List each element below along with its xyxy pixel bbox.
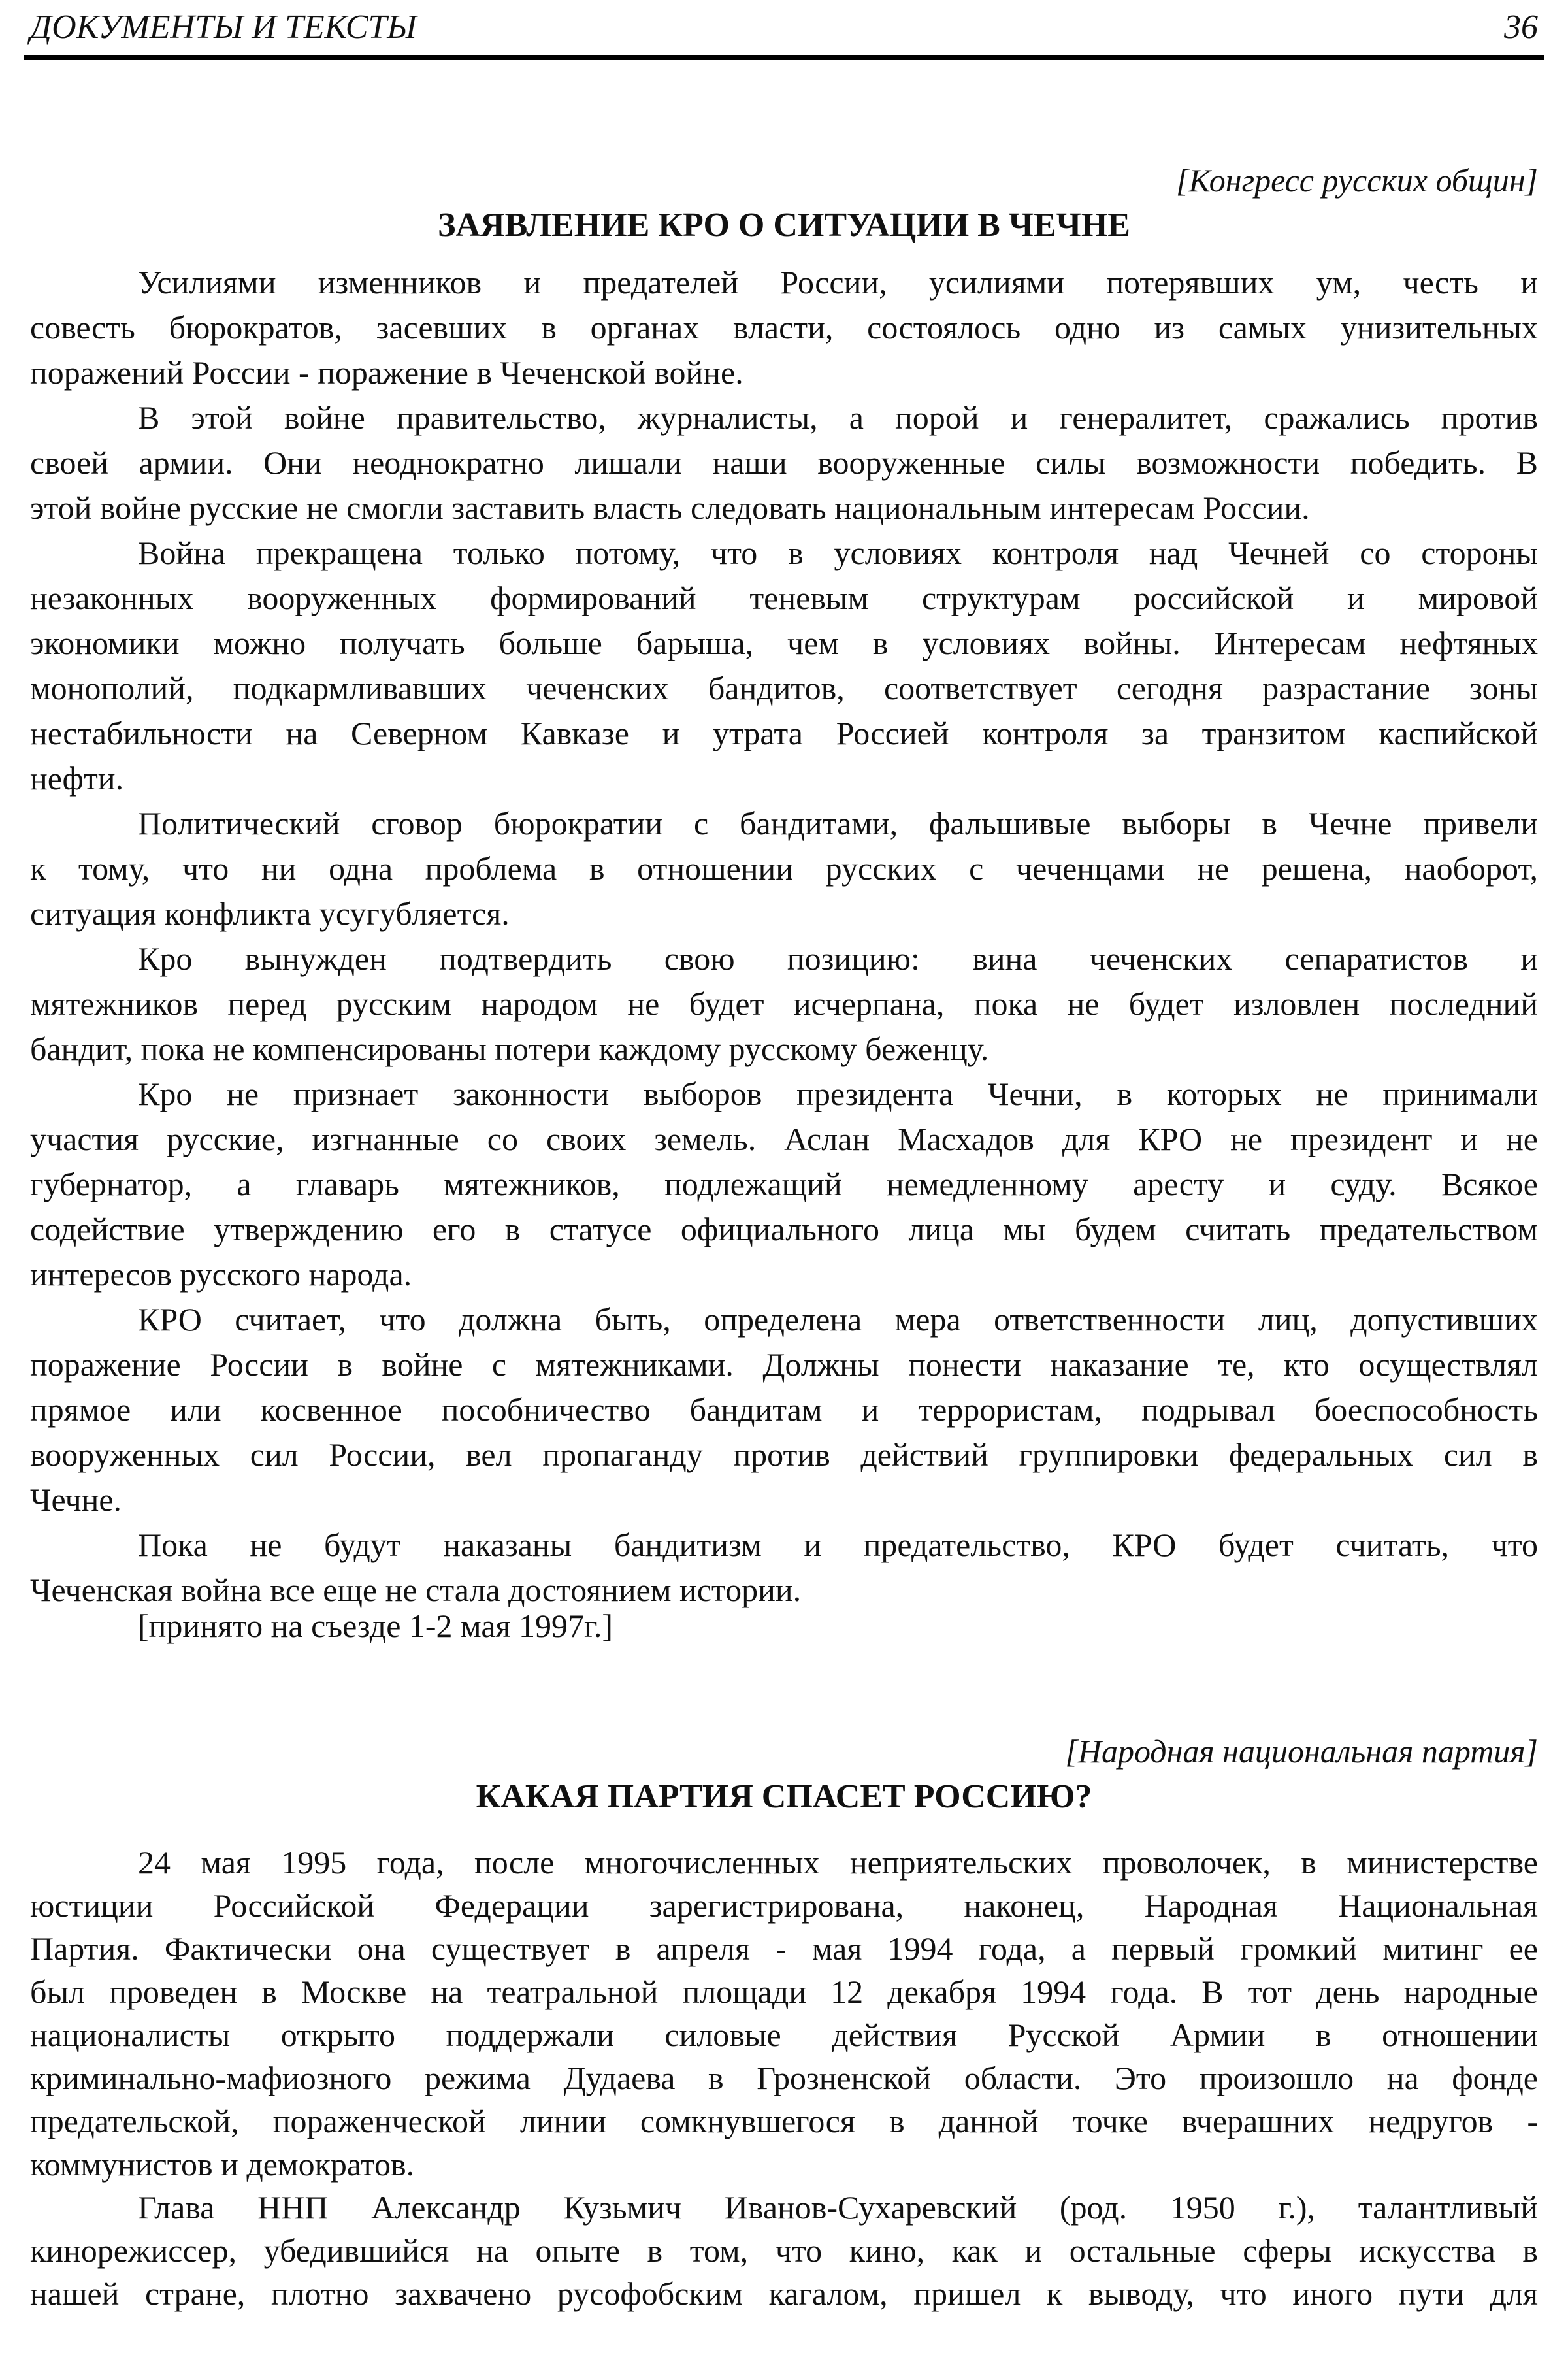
- paragraph: [30, 1072, 1538, 1297]
- document-title: ЗАЯВЛЕНИЕ КРО О СИТУАЦИИ В ЧЕЧНЕ: [438, 206, 1130, 244]
- text-line: поражение России в войне с мятежниками. Должны понести наказание те, кто осуществлял: [30, 1346, 1538, 1383]
- adoption-note: [принято на съезде 1-2 мая 1997г.]: [138, 1607, 613, 1644]
- text-line: Война прекращена только потому, что в условиях контроля над Чечней со стороны: [138, 535, 1538, 571]
- text-line: незаконных вооруженных формирований теневым структурам российской и мировой: [30, 580, 1538, 616]
- text-line: к тому, что ни одна проблема в отношении русских с чеченцами не решена, наоборот,: [30, 850, 1538, 887]
- paragraph: [30, 1523, 1538, 1613]
- paragraph: [30, 531, 1538, 801]
- text-line: своей армии. Они неоднократно лишали наши вооруженные силы возможности победить. В: [30, 444, 1538, 481]
- text-line: этой войне русские не смогли заставить власть следовать национальным интересам России.: [30, 489, 1310, 526]
- paragraph: [30, 2186, 1538, 2315]
- text-line: экономики можно получать больше барыша, чем в условиях войны. Интересам нефтяных: [30, 625, 1538, 661]
- text-line: Кро не признает законности выборов президента Чечни, в которых не принимали: [138, 1076, 1538, 1112]
- text-line: нефти.: [30, 760, 124, 797]
- text-line: Пока не будут наказаны бандитизм и предательство, КРО будет считать, что: [138, 1526, 1538, 1563]
- text-line: нестабильности на Северном Кавказе и утрата Россией контроля за транзитом каспийской: [30, 715, 1538, 751]
- document-body: [30, 260, 1538, 1613]
- text-line: Кро вынужден подтвердить свою позицию: вина чеченских сепаратистов и: [138, 940, 1538, 977]
- text-line: совесть бюрократов, засевших в органах власти, состоялось одно из самых унизительных: [30, 309, 1538, 346]
- document-attribution: [Конгресс русских общин]: [1176, 162, 1538, 199]
- text-line: юстиции Российской Федерации зарегистрирована, наконец, Народная Национальная: [30, 1887, 1538, 1924]
- text-line: Чечне.: [30, 1481, 122, 1518]
- text-line: коммунистов и демократов.: [30, 2146, 415, 2183]
- paragraph: [30, 260, 1538, 395]
- text-line: поражений России - поражение в Чеченской войне.: [30, 354, 743, 391]
- paragraph: [30, 395, 1538, 531]
- text-line: националисты открыто поддержали силовые действия Русской Армии в отношении: [30, 2017, 1538, 2053]
- text-line: криминально-мафиозного режима Дудаева в Грозненской области. Это произошло на фонде: [30, 2060, 1538, 2096]
- paragraph: [30, 801, 1538, 936]
- text-line: 24 мая 1995 года, после многочисленных неприятельских проволочек, в министерстве: [138, 1844, 1538, 1881]
- header-rule: [24, 55, 1544, 60]
- text-line: Чеченская война все еще не стала достоянием истории.: [30, 1572, 802, 1608]
- text-line: нашей стране, плотно захвачено русофобским кагалом, пришел к выводу, что иного пути для: [30, 2275, 1538, 2312]
- text-line: содействие утверждению его в статусе официального лица мы будем считать предательством: [30, 1211, 1538, 1247]
- running-header-title: ДОКУМЕНТЫ И ТЕКСТЫ: [30, 8, 417, 46]
- document-body: [30, 1841, 1538, 2315]
- text-line: губернатор, а главарь мятежников, подлежащий немедленному аресту и суду. Всякое: [30, 1166, 1538, 1202]
- text-line: был проведен в Москве на театральной площади 12 декабря 1994 года. В тот день народные: [30, 1973, 1538, 2010]
- paragraph: [30, 936, 1538, 1072]
- text-line: кинорежиссер, убедившийся на опыте в том, что кино, как и остальные сферы искусства в: [30, 2232, 1538, 2269]
- page-number: 36: [1504, 8, 1538, 46]
- text-line: Политический сговор бюрократии с бандитами, фальшивые выборы в Чечне привели: [138, 805, 1538, 842]
- text-line: предательской, пораженческой линии сомкнувшегося в данной точке вчерашних недругов -: [30, 2103, 1538, 2139]
- text-line: Партия. Фактически она существует в апреля - мая 1994 года, а первый громкий митинг ее: [30, 1930, 1538, 1967]
- text-line: прямое или косвенное пособничество бандитам и террористам, подрывал боеспособность: [30, 1391, 1538, 1428]
- text-line: Глава ННП Александр Кузьмич Иванов-Сухаревский (род. 1950 г.), талантливый: [138, 2189, 1538, 2226]
- text-line: КРО считает, что должна быть, определена мера ответственности лиц, допустивших: [138, 1301, 1538, 1338]
- text-line: В этой войне правительство, журналисты, а порой и генералитет, сражались против: [138, 399, 1538, 436]
- text-line: мятежников перед русским народом не будет исчерпана, пока не будет изловлен последний: [30, 985, 1538, 1022]
- text-line: ситуация конфликта усугубляется.: [30, 895, 510, 932]
- paragraph: [30, 1297, 1538, 1523]
- text-line: интересов русского народа.: [30, 1256, 412, 1293]
- paragraph: [30, 1841, 1538, 2186]
- text-line: вооруженных сил России, вел пропаганду против действий группировки федеральных сил в: [30, 1436, 1538, 1473]
- document-title: КАКАЯ ПАРТИЯ СПАСЕТ РОССИЮ?: [476, 1778, 1092, 1815]
- text-line: монополий, подкармливавших чеченских бандитов, соответствует сегодня разрастание зоны: [30, 670, 1538, 706]
- text-line: Усилиями изменников и предателей России, усилиями потерявших ум, честь и: [138, 264, 1538, 301]
- text-line: участия русские, изгнанные со своих земель. Аслан Масхадов для КРО не президент и не: [30, 1121, 1538, 1157]
- text-line: бандит, пока не компенсированы потери каждому русскому беженцу.: [30, 1030, 989, 1067]
- document-attribution: [Народная национальная партия]: [1065, 1733, 1538, 1770]
